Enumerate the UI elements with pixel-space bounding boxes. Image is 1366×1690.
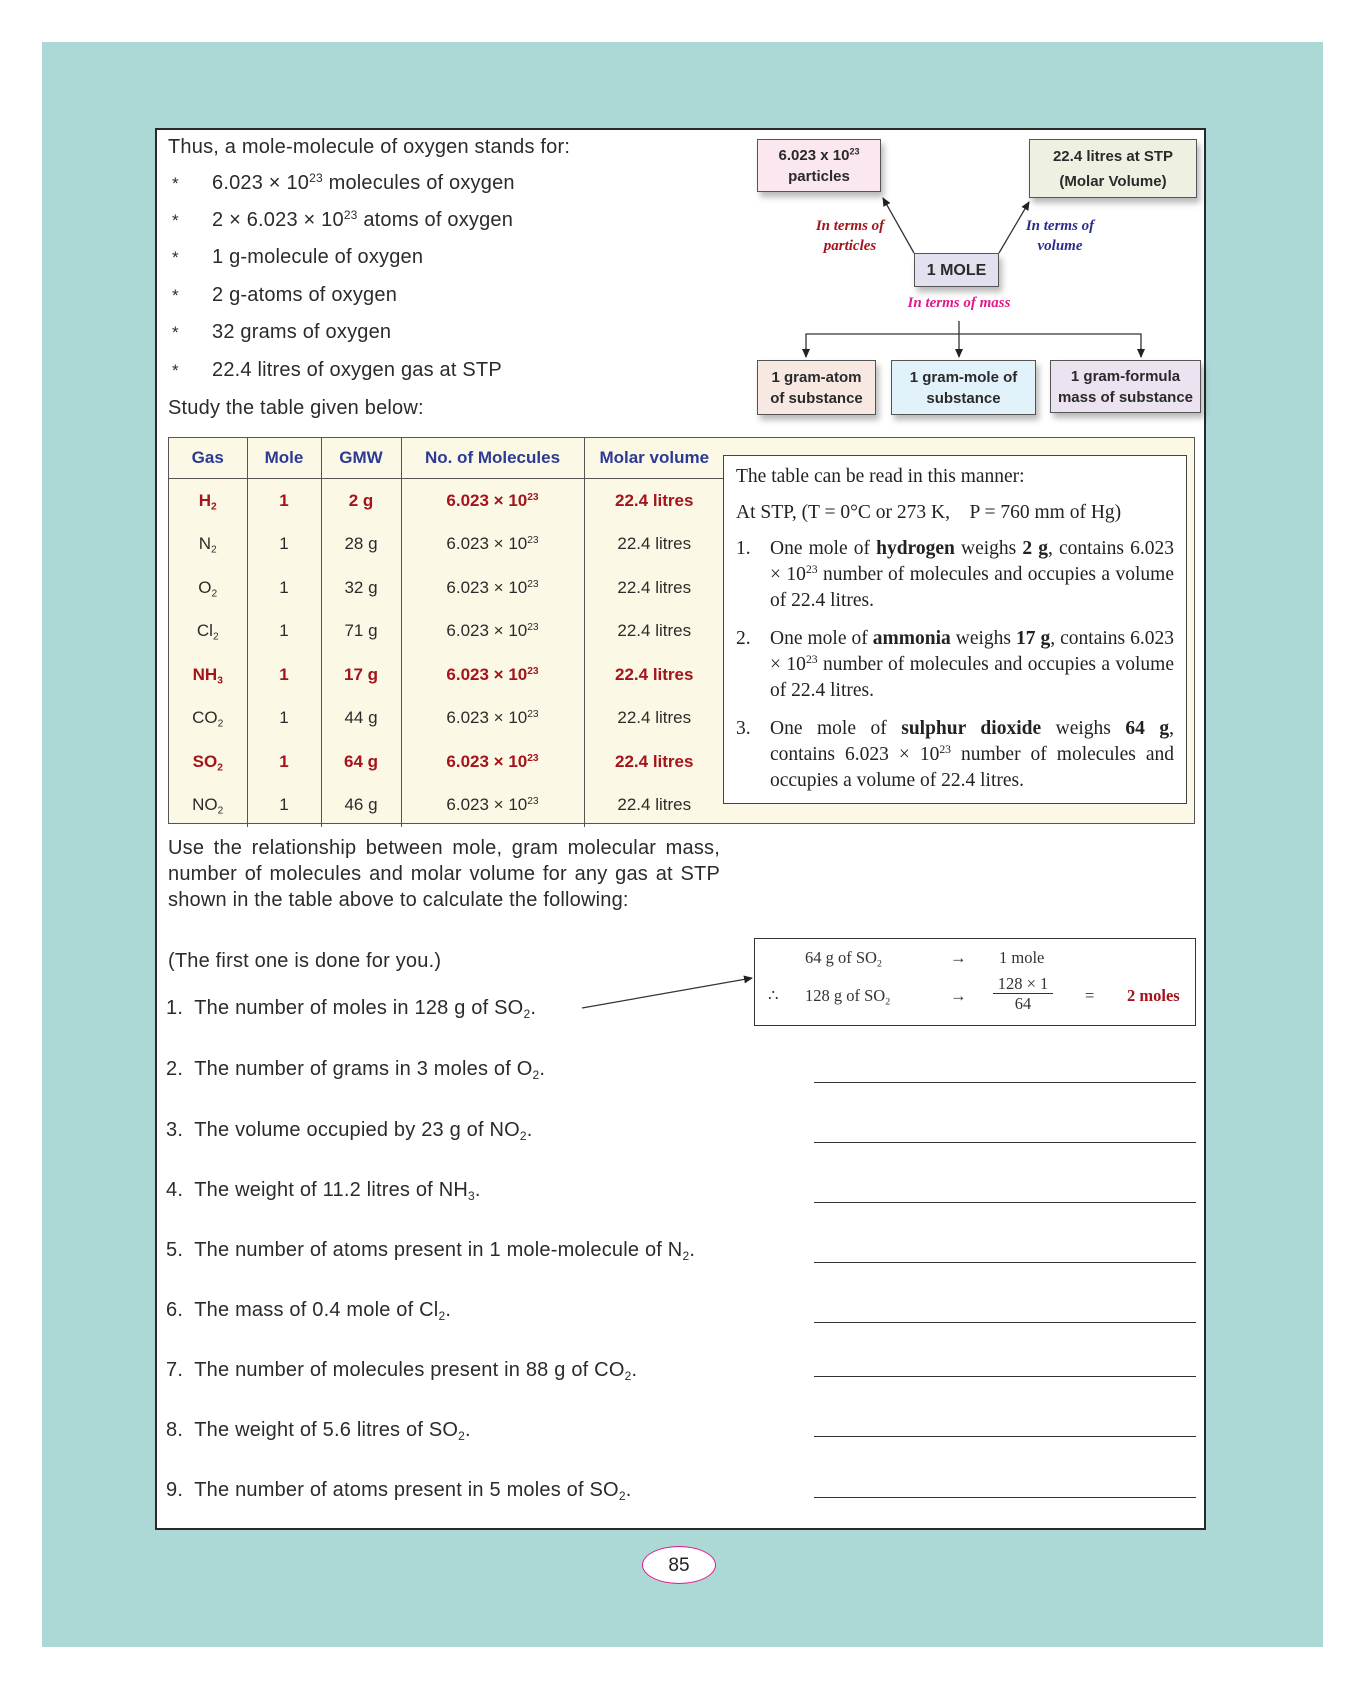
asterisk-icon: *: [172, 361, 179, 380]
bullet-item: * 22.4 litres of oxygen gas at STP: [172, 359, 502, 381]
table-row: $NO_2$ 1 46 g $6.023 \times 10^{23}$ 22.4 litres: [169, 784, 724, 828]
table-row: $N_2$ 1 28 g $6.023 \times 10^{23}$ 22.4 litres: [169, 523, 724, 567]
asterisk-icon: *: [172, 286, 179, 305]
reading-title: The table can be read in this manner:: [736, 466, 1025, 487]
pointer-arrow: [580, 975, 760, 1015]
gas-table: [169, 438, 724, 827]
fraction: 128 × 1 64: [993, 974, 1053, 1013]
header-gas: Gas: [169, 438, 247, 479]
table-reading-explanation: [723, 455, 1187, 804]
bullet-item: * $2 \times 6.023 \times 10^{23}$ atoms of oxygen: [172, 207, 514, 231]
bullet-item: * 32 grams of oxygen: [172, 321, 392, 343]
label-in-terms-of-mass: In terms of mass: [907, 295, 1011, 311]
bullet-item: * 2 g-atoms of oxygen: [172, 284, 398, 306]
question-item: 5. The number of atoms present in 1 mole-molecule of $N_2$.: [166, 1239, 696, 1264]
instructions-paragraph: Use the relationship between mole, gram molecular mass, number of molecules and molar volume for any gas at STP shown in the table above to calculate the following:: [168, 837, 720, 911]
worked-solution-box: 64 g of $SO_2$ → 1 mole ∴ 128 g of $SO_2$ → 128 × 1 64 = 2 moles: [754, 938, 1196, 1026]
question-item: 7. The number of molecules present in 88 g of $CO_2$.: [166, 1359, 638, 1384]
asterisk-icon: *: [172, 211, 179, 230]
table-header-row: [169, 438, 724, 479]
solution-result: 2 moles: [1127, 986, 1180, 1005]
table-row: $SO_2$ 1 64 g $6.023 \times 10^{23}$ 22.4 litres: [169, 740, 724, 784]
gram-formula-mass-box: 1 gram-formula mass of substance: [1050, 360, 1201, 413]
header-molecules: No. of Molecules: [401, 438, 584, 479]
answer-field[interactable]: [814, 1082, 1196, 1083]
arrow-right-icon: →: [950, 948, 967, 967]
table-row: $H_2$ 1 2 g $6.023 \times 10^{23}$ 22.4 litres: [169, 479, 724, 523]
bullet-item: * $6.023 \times 10^{23}$ molecules of oxygen: [172, 170, 515, 194]
stp-conditions: At STP, (T = 0°C or 273 K, P = 760 mm of Hg): [736, 502, 1122, 523]
question-item: 3. The volume occupied by 23 g of $NO_2$.: [166, 1119, 533, 1144]
question-item: 6. The mass of 0.4 mole of $Cl_2$.: [166, 1299, 452, 1324]
bullet-item: * 1 g-molecule of oxygen: [172, 246, 424, 268]
answer-field[interactable]: [814, 1142, 1196, 1143]
asterisk-icon: *: [172, 248, 179, 267]
reading-item: 2. One mole of ammonia weighs 17 g, contains $6.023 \times 10^{23}$ number of molecules and occupies a volume of 22.4 litres.: [736, 628, 1175, 701]
question-item: 8. The weight of 5.6 litres of $SO_2$.: [166, 1419, 471, 1444]
answer-field[interactable]: [814, 1497, 1196, 1498]
reading-item: 1. One mole of hydrogen weighs 2 g, contains $6.023 \times 10^{23}$ number of molecules and occupies a volume of 22.4 litres.: [736, 538, 1175, 611]
answer-field[interactable]: [814, 1376, 1196, 1377]
molar-volume-box: 22.4 litres at STP (Molar Volume): [1029, 139, 1197, 198]
answer-field[interactable]: [814, 1262, 1196, 1263]
asterisk-icon: *: [172, 174, 179, 193]
question-item: 1. The number of moles in 128 g of $SO_2$.: [166, 997, 537, 1022]
page-number: 85: [642, 1546, 716, 1584]
question-item: 9. The number of atoms present in 5 moles of $SO_2$.: [166, 1479, 632, 1504]
answer-field[interactable]: [814, 1202, 1196, 1203]
particles-box: 6.023 x $10^{23}$ particles: [757, 139, 881, 192]
answer-field[interactable]: [814, 1436, 1196, 1437]
question-item: 2. The number of grams in 3 moles of $O_2$.: [166, 1058, 546, 1083]
table-row: $NH_3$ 1 17 g $6.023 \times 10^{23}$ 22.4 litres: [169, 653, 724, 697]
arrow-right-icon: →: [950, 986, 967, 1005]
gram-mole-box: 1 gram-mole of substance: [891, 360, 1036, 415]
gram-atom-box: 1 gram-atom of substance: [757, 360, 876, 415]
study-instruction: Study the table given below:: [168, 397, 424, 419]
instructions-note: (The first one is done for you.): [168, 950, 442, 972]
header-mole: Mole: [247, 438, 321, 479]
label-in-terms-of-particles: In terms of particles: [815, 218, 885, 254]
reading-item: 3. One mole of sulphur dioxide weighs 64 g, contains $6.023 \times 10^{23}$ number of molecules and occupies a volume of 22.4 litres.: [736, 718, 1174, 791]
header-gmw: GMW: [321, 438, 401, 479]
table-row: $CO_2$ 1 44 g $6.023 \times 10^{23}$ 22.4 litres: [169, 697, 724, 741]
therefore-icon: ∴: [768, 986, 779, 1005]
table-row: $Cl_2$ 1 71 g $6.023 \times 10^{23}$ 22.4 litres: [169, 610, 724, 654]
header-molar-volume: Molar volume: [584, 438, 724, 479]
label-in-terms-of-volume: In terms of volume: [1025, 218, 1095, 254]
one-mole-box: 1 MOLE: [914, 253, 999, 287]
answer-field[interactable]: [814, 1322, 1196, 1323]
table-row: $O_2$ 1 32 g $6.023 \times 10^{23}$ 22.4 litres: [169, 566, 724, 610]
asterisk-icon: *: [172, 323, 179, 342]
intro-heading: Thus, a mole-molecule of oxygen stands for:: [168, 136, 571, 158]
question-item: 4. The weight of 11.2 litres of $NH_3$.: [166, 1179, 481, 1204]
